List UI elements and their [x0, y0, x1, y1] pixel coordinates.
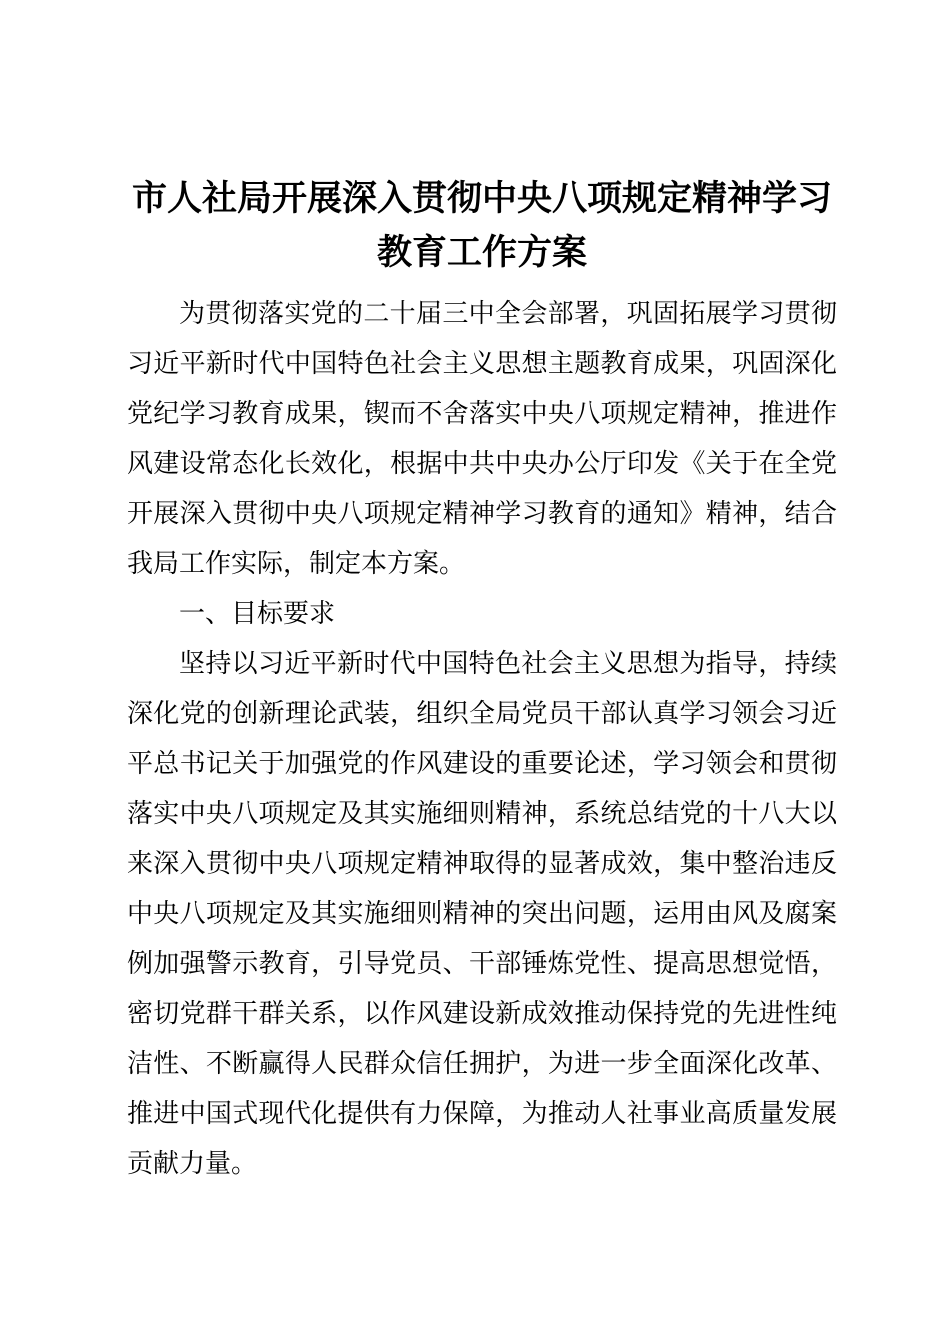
- section1-paragraph: 坚持以习近平新时代中国特色社会主义思想为指导，持续深化党的创新理论武装，组织全局党员干部认真学习领会习近平总书记关于加强党的作风建设的重要论述，学习领会和贯彻落实中央八项规定及其实施细则精神，系统总结党的十八大以来深入贯彻中央八项规定精神取得的显著成效，集中整治违反中央八项规定及其实施细则精神的突出问题，运用由风及腐案例加强警示教育，引导党员、干部锤炼党性、提高思想觉悟，密切党群干群关系，以作风建设新成效推动保持党的先进性纯洁性、不断赢得人民群众信任拥护，为进一步全面深化改革、推进中国式现代化提供有力保障，为推动人社事业高质量发展贡献力量。: [127, 648, 837, 1178]
- page-title: 市人社局开展深入贯彻中央八项规定精神学习教育工作方案: [131, 179, 832, 272]
- intro-paragraph: 为贯彻落实党的二十届三中全会部署，巩固拓展学习贯彻习近平新时代中国特色社会主义思想主题教育成果，巩固深化党纪学习教育成果，锲而不舍落实中央八项规定精神，推进作风建设常态化长效化，根据中共中央办公厅印发《关于在全党开展深入贯彻中央八项规定精神学习教育的通知》精神，结合我局工作实际，制定本方案。: [127, 298, 837, 578]
- section1-heading: 一、目标要求: [179, 598, 336, 628]
- document-body: [127, 288, 837, 1188]
